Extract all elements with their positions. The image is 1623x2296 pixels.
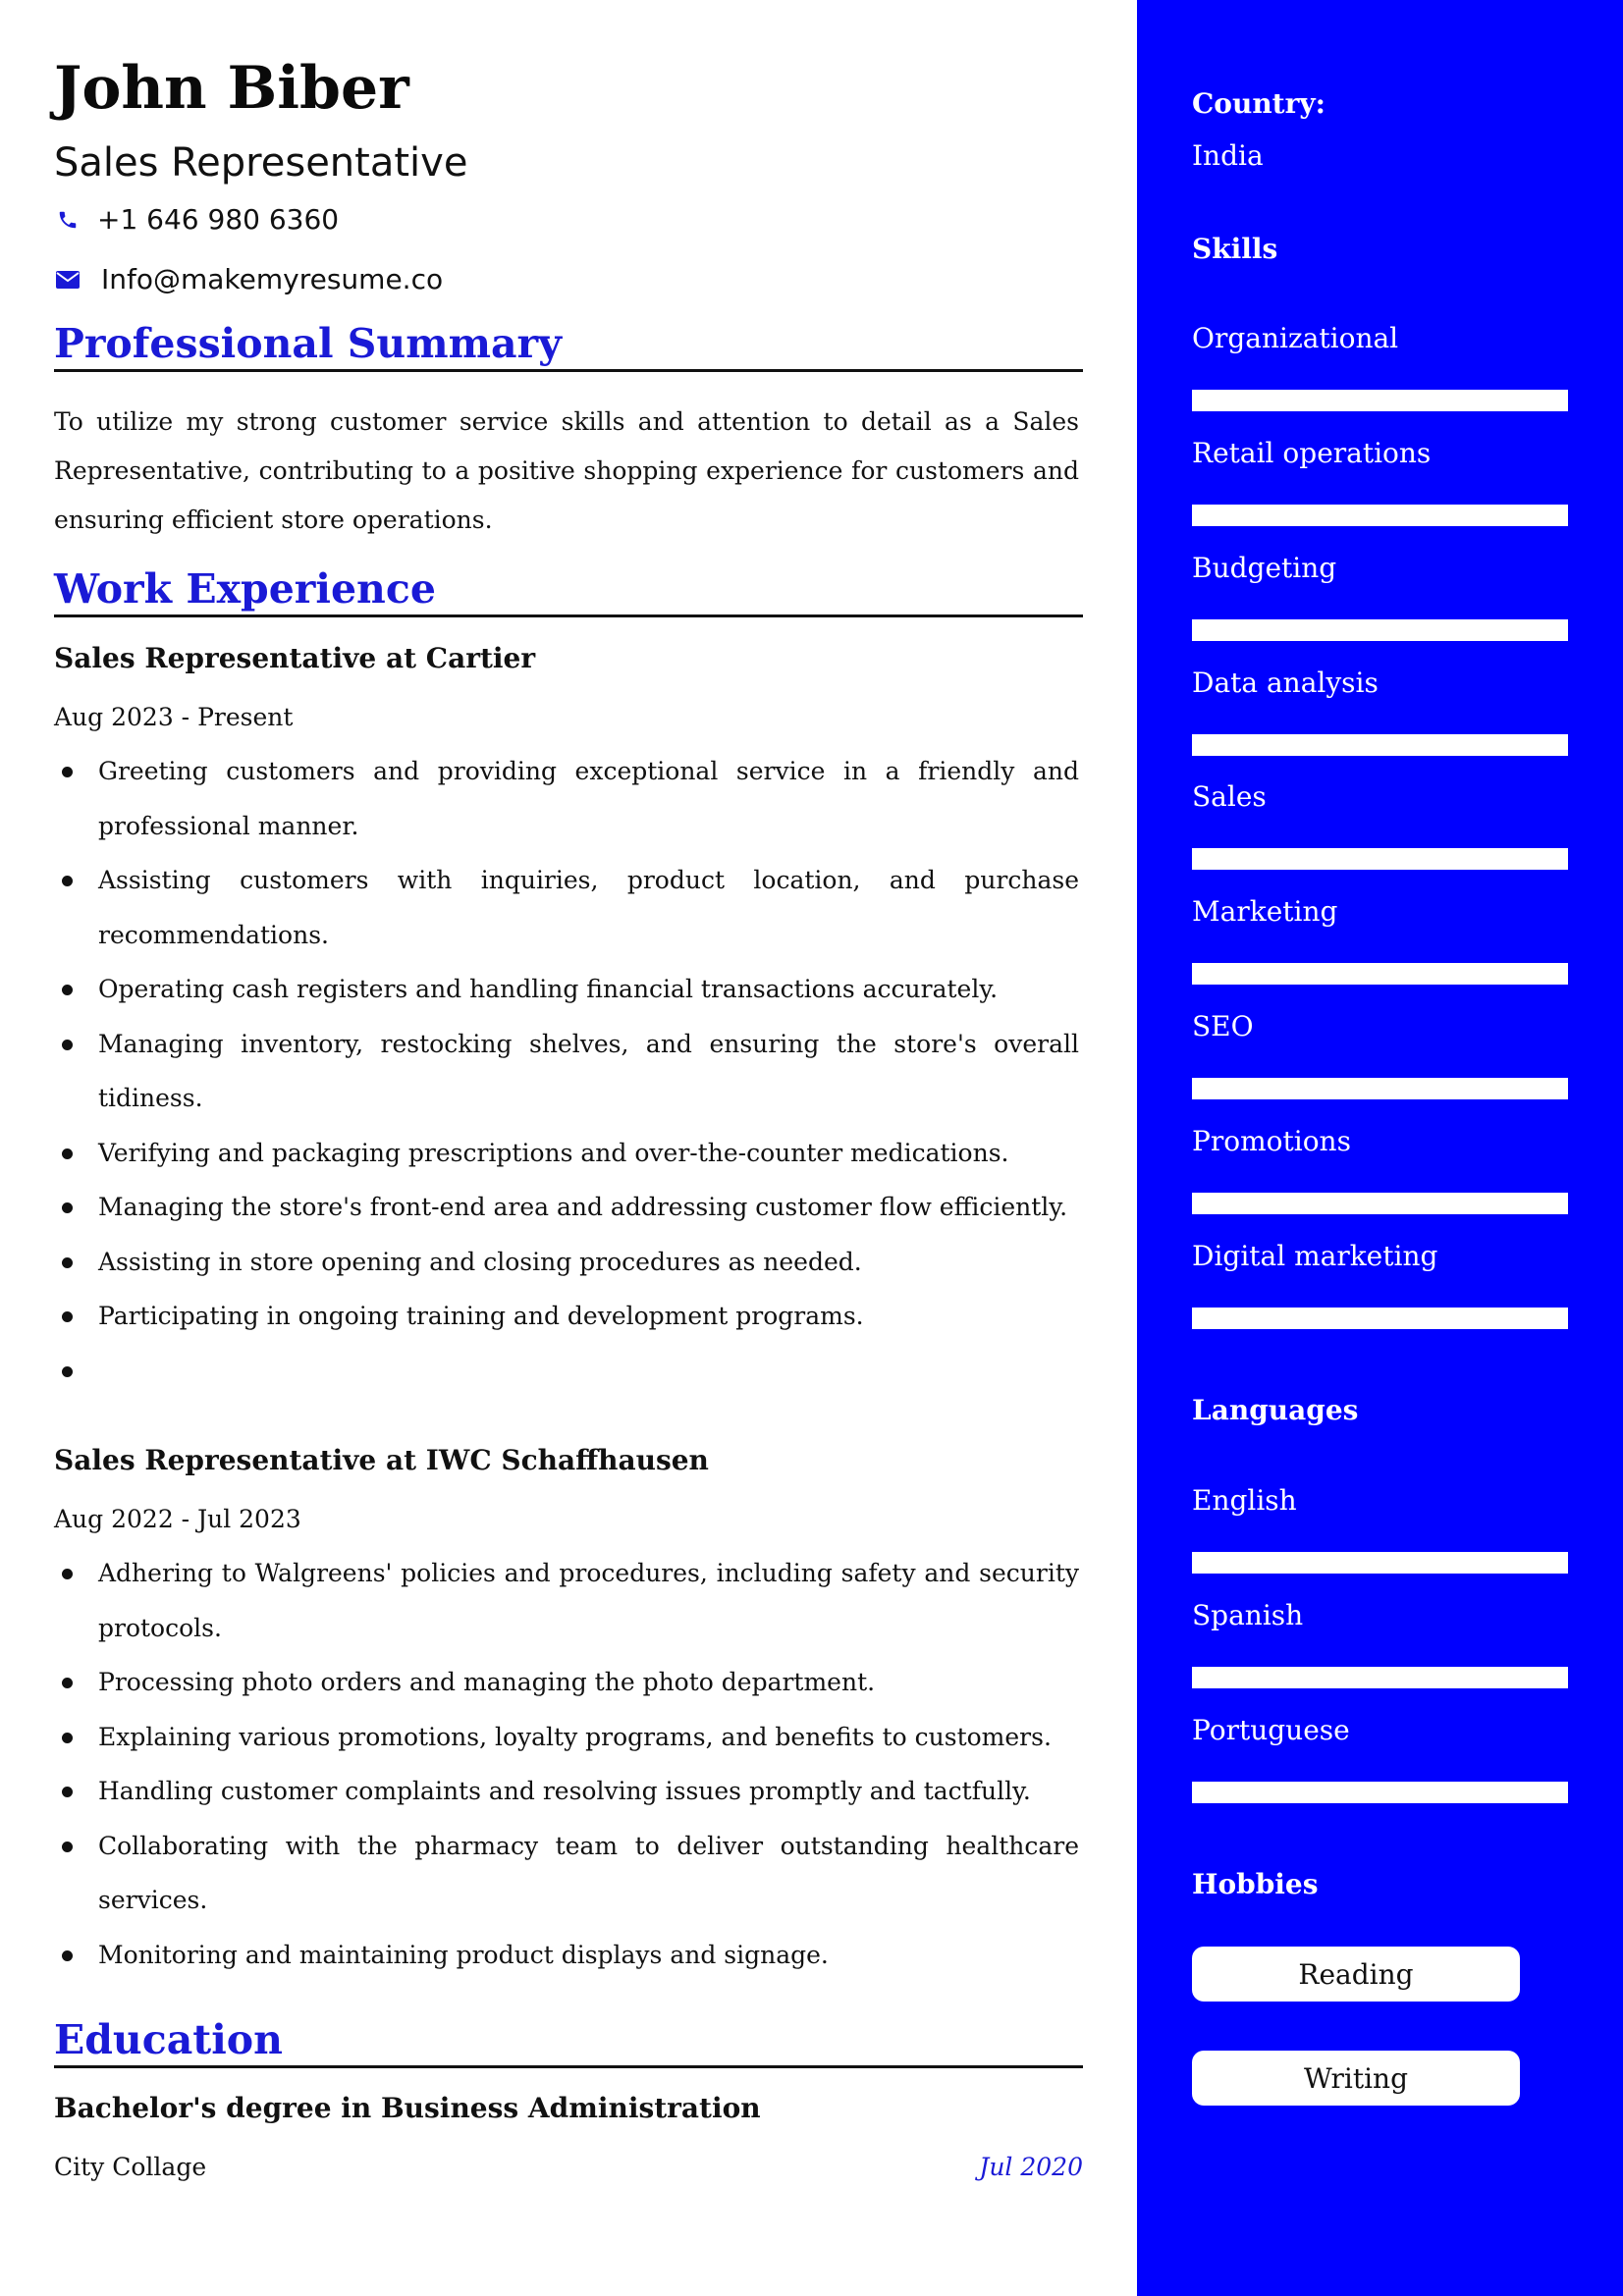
hobbies-heading: Hobbies xyxy=(1192,1868,1319,1900)
skill-level-bar xyxy=(1192,963,1568,985)
job-duties-list xyxy=(54,1546,1079,1982)
skill-level-fill xyxy=(1194,621,1566,639)
language-name: Portuguese xyxy=(1192,1714,1350,1746)
skill-level-bar xyxy=(1192,505,1568,526)
list-item: Verifying and packaging prescriptions and over-the-counter medications. xyxy=(54,1126,1079,1181)
skill-name: Organizational xyxy=(1192,322,1399,354)
list-item: Collaborating with the pharmacy team to deliver outstanding healthcare services. xyxy=(54,1819,1079,1928)
skill-name: Budgeting xyxy=(1192,552,1337,584)
skill-level-bar xyxy=(1192,1308,1568,1329)
phone-icon xyxy=(54,206,81,234)
skill-level-bar xyxy=(1192,734,1568,756)
list-item: Explaining various promotions, loyalty programs, and benefits to customers. xyxy=(54,1710,1079,1765)
skill-level-fill xyxy=(1194,392,1566,409)
list-item xyxy=(54,1344,1079,1399)
phone-number[interactable]: +1 646 980 6360 xyxy=(97,203,340,236)
list-item: Managing the store's front-end area and addressing customer flow efficiently. xyxy=(54,1180,1079,1235)
country-label: Country: xyxy=(1192,87,1325,120)
list-item: Assisting customers with inquiries, product location, and purchase recommendations. xyxy=(54,853,1079,962)
skill-level-fill xyxy=(1194,1195,1566,1212)
list-item: Greeting customers and providing exceptional service in a friendly and professional manner. xyxy=(54,744,1079,853)
job-title: Sales Representative at IWC Schaffhausen xyxy=(54,1444,709,1476)
skill-name: Sales xyxy=(1192,780,1267,813)
skill-level-fill xyxy=(1194,1080,1566,1097)
email-address[interactable]: Info@makemyresume.co xyxy=(101,263,444,295)
skill-level-fill xyxy=(1194,850,1566,868)
job-dates: Aug 2023 - Present xyxy=(54,703,294,731)
summary-text: To utilize my strong customer service skills and attention to detail as a Sales Representative, contributing to a positive shopping experience for customers and ensuring efficient store operations. xyxy=(54,407,1079,534)
hobby-chip: Writing xyxy=(1192,2051,1520,2106)
main-column xyxy=(54,0,1083,2296)
skill-level-fill xyxy=(1194,507,1566,524)
envelope-icon xyxy=(54,266,81,294)
education-school: City Collage xyxy=(54,2153,207,2181)
skill-level-bar xyxy=(1192,1078,1568,1099)
candidate-title: Sales Representative xyxy=(54,140,468,186)
language-level-bar xyxy=(1192,1667,1568,1688)
language-name: Spanish xyxy=(1192,1599,1304,1631)
list-item: Managing inventory, restocking shelves, and ensuring the store's overall tidiness. xyxy=(54,1017,1079,1126)
list-item: Assisting in store opening and closing procedures as needed. xyxy=(54,1235,1079,1290)
skill-name: SEO xyxy=(1192,1010,1254,1042)
skill-name: Marketing xyxy=(1192,895,1338,928)
skill-name: Promotions xyxy=(1192,1125,1351,1157)
phone-contact xyxy=(54,202,339,238)
candidate-name: John Biber xyxy=(54,54,409,123)
skill-level-bar xyxy=(1192,848,1568,870)
skill-level-fill xyxy=(1194,736,1566,754)
education-date: Jul 2020 xyxy=(979,2153,1083,2181)
list-item: Adhering to Walgreens' policies and procedures, including safety and security protocols. xyxy=(54,1546,1079,1655)
skill-name: Digital marketing xyxy=(1192,1240,1438,1272)
language-level-fill xyxy=(1194,1669,1566,1686)
skill-level-fill xyxy=(1194,965,1566,983)
list-item: Processing photo orders and managing the photo department. xyxy=(54,1655,1079,1710)
job-duties-list xyxy=(54,744,1079,1398)
education-degree: Bachelor's degree in Business Administration xyxy=(54,2092,761,2124)
list-item: Operating cash registers and handling financial transactions accurately. xyxy=(54,962,1079,1017)
languages-heading: Languages xyxy=(1192,1394,1359,1426)
skill-name: Data analysis xyxy=(1192,667,1379,699)
sidebar xyxy=(1137,0,1623,2296)
job-dates: Aug 2022 - Jul 2023 xyxy=(54,1505,301,1533)
job-title: Sales Representative at Cartier xyxy=(54,642,536,674)
language-level-fill xyxy=(1194,1554,1566,1572)
skill-name: Retail operations xyxy=(1192,437,1432,469)
skills-heading: Skills xyxy=(1192,233,1278,265)
education-heading: Education xyxy=(54,2014,1083,2068)
skill-level-bar xyxy=(1192,390,1568,411)
skill-level-bar xyxy=(1192,1193,1568,1214)
list-item: Participating in ongoing training and development programs. xyxy=(54,1289,1079,1344)
skill-level-bar xyxy=(1192,619,1568,641)
list-item: Monitoring and maintaining product displays and signage. xyxy=(54,1928,1079,1983)
language-name: English xyxy=(1192,1484,1297,1517)
skill-level-fill xyxy=(1194,1309,1566,1327)
hobby-chip: Reading xyxy=(1192,1947,1520,2002)
language-level-fill xyxy=(1194,1784,1566,1801)
language-level-bar xyxy=(1192,1782,1568,1803)
list-item: Handling customer complaints and resolving issues promptly and tactfully. xyxy=(54,1764,1079,1819)
language-level-bar xyxy=(1192,1552,1568,1574)
email-contact xyxy=(54,262,443,297)
experience-heading: Work Experience xyxy=(54,563,1083,617)
summary-heading: Professional Summary xyxy=(54,318,1083,372)
country-value: India xyxy=(1192,139,1264,172)
